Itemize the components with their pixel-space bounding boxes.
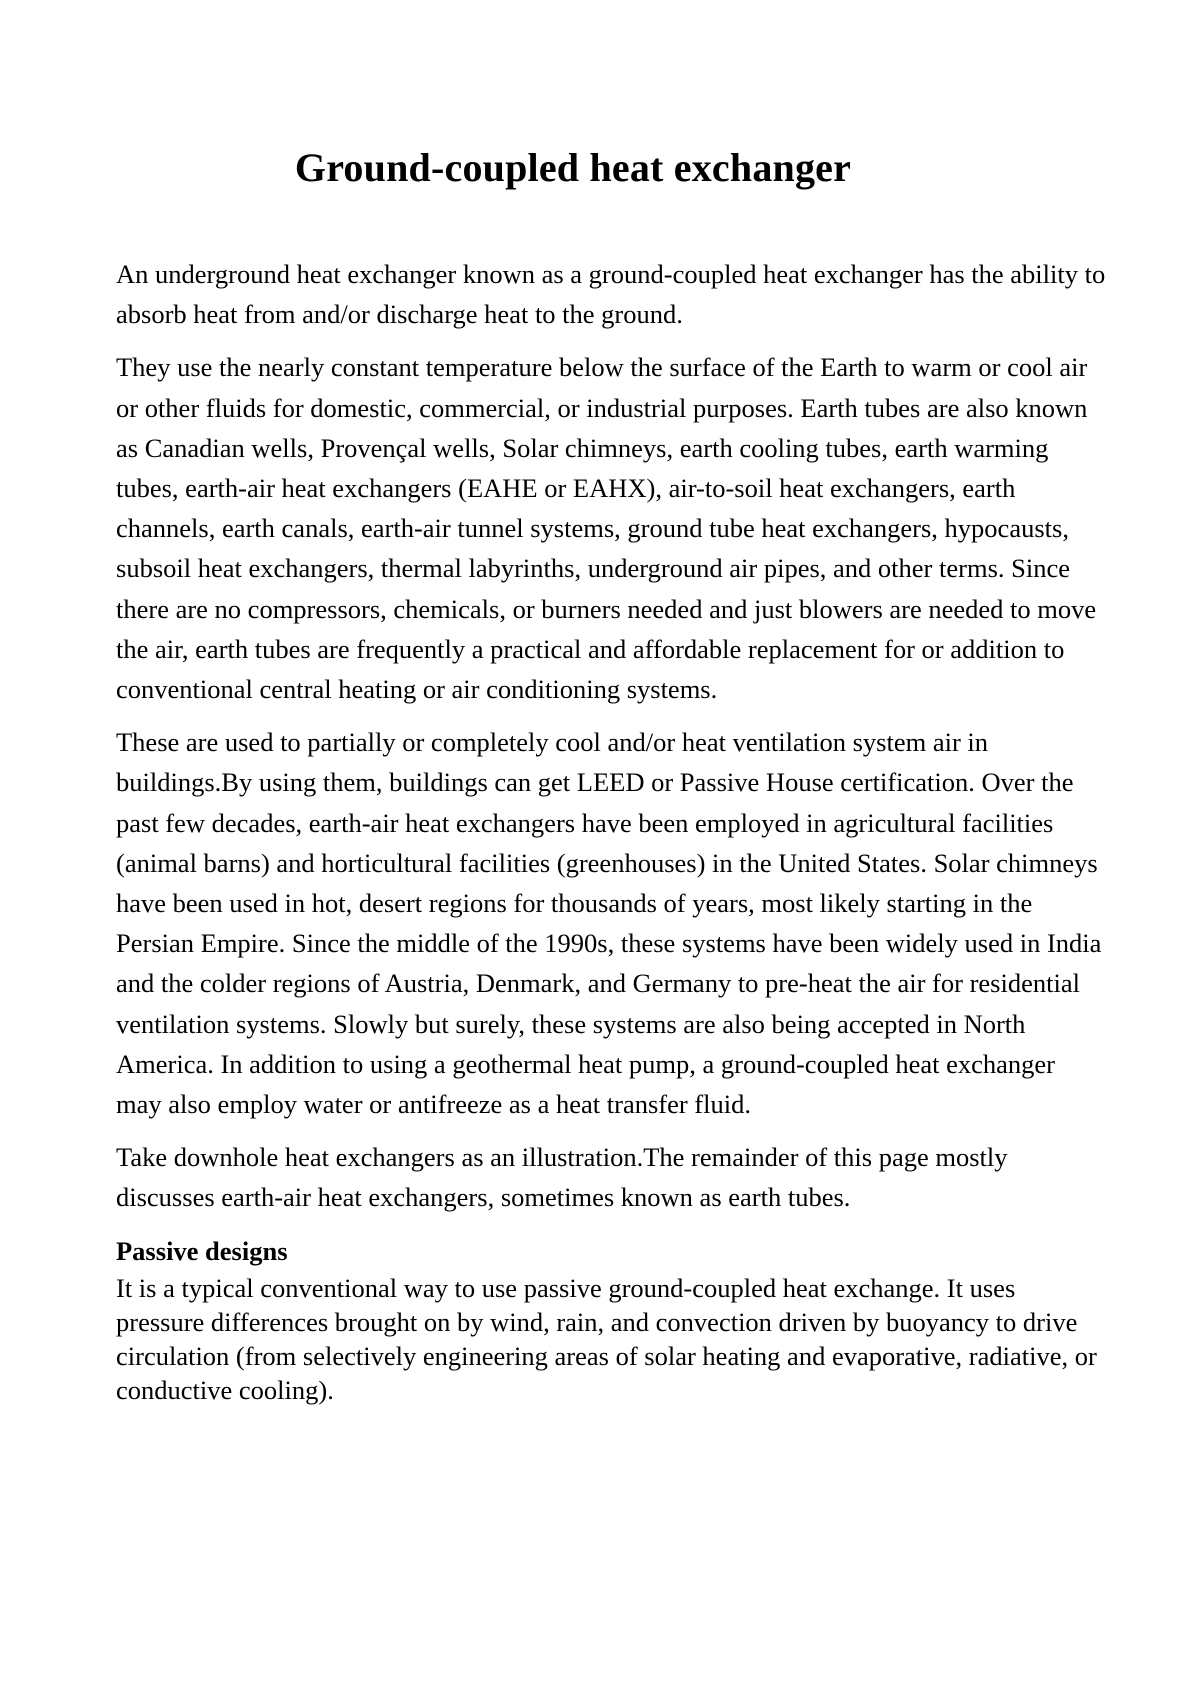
document-title: Ground-coupled heat exchanger bbox=[294, 145, 852, 190]
passive-designs-heading: Passive designs bbox=[116, 1235, 288, 1266]
passive-designs-paragraph: It is a typical conventional way to use passive ground-coupled heat exchange. It uses pressure differences brought on by wind, rain, and convection driven by buoyancy to drive circulation (from selectively engineering areas of solar heating and evaporative, radiative, or conductive cooling). bbox=[116, 1272, 1097, 1405]
illustration-paragraph: Take downhole heat exchangers as an illustration.The remainder of this page mostly discusses earth-air heat exchangers, sometimes known as earth tubes. bbox=[116, 1142, 1008, 1213]
earth-tubes-paragraph: They use the nearly constant temperature below the surface of the Earth to warm or cool air or other fluids for domestic, commercial, or industrial purposes. Earth tubes are also known as Canadian wells, Provençal wells, Solar chimneys, earth cooling tubes, earth warming tubes, earth-air heat exchangers (EAHE or EAHX), air-to-soil heat exchangers, earth channels, earth canals, earth-air tunnel systems, ground tube heat exchangers, hypocausts, subsoil heat exchangers, thermal labyrinths, underground air pipes, and other terms. Since there are no compressors, chemicals, or burners needed and just blowers are needed to move the air, earth tubes are frequently a practical and affordable replacement for or addition to conventional central heating or air conditioning systems. bbox=[116, 352, 1097, 705]
document-body bbox=[116, 254, 1106, 1407]
intro-paragraph: An underground heat exchanger known as a ground-coupled heat exchanger has the ability to absorb heat from and/or discharge heat to the ground. bbox=[116, 259, 1106, 330]
usage-history-paragraph: These are used to partially or completely cool and/or heat ventilation system air in buildings.By using them, buildings can get LEED or Passive House certification. Over the past few decades, earth-air heat exchangers have been employed in agricultural facilities (animal barns) and horticultural facilities (greenhouses) in the United States. Solar chimneys have been used in hot, desert regions for thousands of years, most likely starting in the Persian Empire. Since the middle of the 1990s, these systems have been widely used in India and the colder regions of Austria, Denmark, and Germany to pre-heat the air for residential ventilation systems. Slowly but surely, these systems are also being accepted in North America. In addition to using a geothermal heat pump, a ground-coupled heat exchanger may also employ water or antifreeze as a heat transfer fluid. bbox=[116, 727, 1102, 1120]
